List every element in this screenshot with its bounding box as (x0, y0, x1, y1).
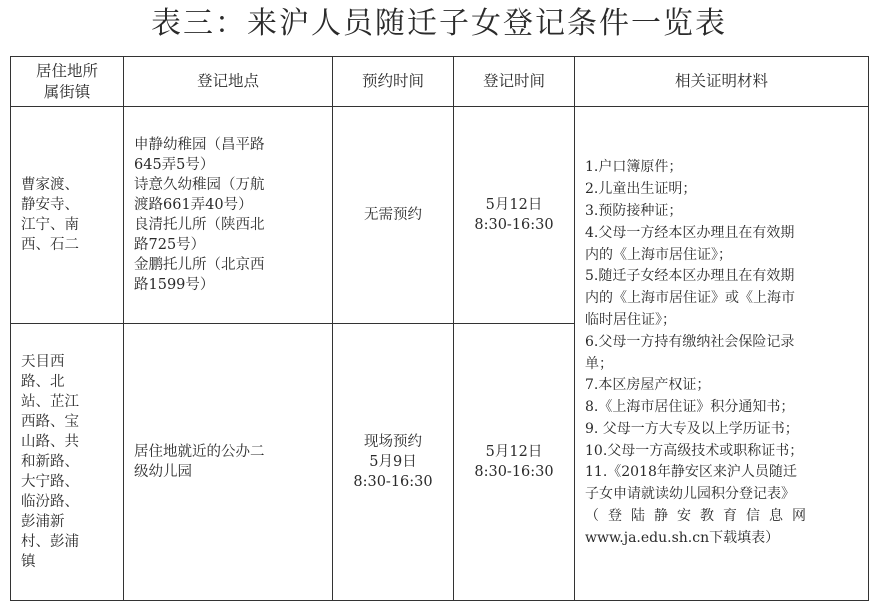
appointment-cell: 无需预约 (333, 107, 454, 324)
list-item: 1.户口簿原件； (585, 159, 683, 176)
list-item: 7.本区房屋产权证； (585, 377, 711, 394)
list-item: 单； (585, 355, 613, 372)
list-item: 9. 父母一方大专及以上学历证书； (585, 420, 799, 437)
materials-cell (575, 107, 869, 601)
list-item: （登陆静安教育信息网 (585, 508, 815, 525)
list-item: 6.父母一方持有缴纳社会保险记录 (585, 333, 795, 350)
list-item: 子女申请就读幼儿园积分登记表》 (585, 486, 795, 503)
page-title: 表三：来沪人员随迁子女登记条件一览表 (151, 6, 727, 41)
header-location: 登记地点 (124, 57, 333, 107)
table-row (11, 107, 869, 324)
list-item: 内的《上海市居住证》或《上海市 (585, 290, 795, 307)
list-item: 2.儿童出生证明； (585, 181, 697, 198)
list-item: 8.《上海市居住证》积分通知书； (585, 399, 795, 416)
list-item: 4.父母一方经本区办理且在有效期 (585, 224, 795, 241)
list-item: www.ja.edu.sh.cn下载填表） (585, 529, 780, 546)
header-appointment: 预约时间 (333, 57, 454, 107)
district-cell: 天目西 路、北 站、芷江 西路、宝 山路、共 和新路、 大宁路、 临汾路、 彭浦新 村、彭浦 镇 (11, 324, 124, 601)
header-district: 居住地所 属街镇 (11, 57, 124, 107)
district-cell: 曹家渡、 静安寺、 江宁、南 西、石二 (11, 107, 124, 324)
registration-cell: 5月12日 8:30-16:30 (454, 107, 575, 324)
header-row (11, 57, 869, 107)
list-item: 内的《上海市居住证》； (585, 246, 732, 263)
header-materials: 相关证明材料 (575, 57, 869, 107)
list-item: 5.随迁子女经本区办理且在有效期 (585, 268, 795, 285)
appointment-cell: 现场预约 5月9日 8:30-16:30 (333, 324, 454, 601)
list-item: 10.父母一方高级技术或职称证书； (585, 442, 804, 459)
list-item: 临时居住证》； (585, 311, 676, 328)
header-registration: 登记时间 (454, 57, 575, 107)
location-cell: 申静幼稚园（昌平路 645弄5号） 诗意久幼稚园（万航 渡路661弄40号） 良清托儿所（陕西北 路725号） 金鹏托儿所（北京西 路1599号） (124, 107, 333, 324)
registration-cell: 5月12日 8:30-16:30 (454, 324, 575, 601)
list-item: 11.《2018年静安区来沪人员随迁 (585, 464, 797, 481)
list-item: 3.预防接种证； (585, 202, 683, 219)
location-cell: 居住地就近的公办二 级幼儿园 (124, 324, 333, 601)
registration-conditions-table (10, 56, 869, 601)
